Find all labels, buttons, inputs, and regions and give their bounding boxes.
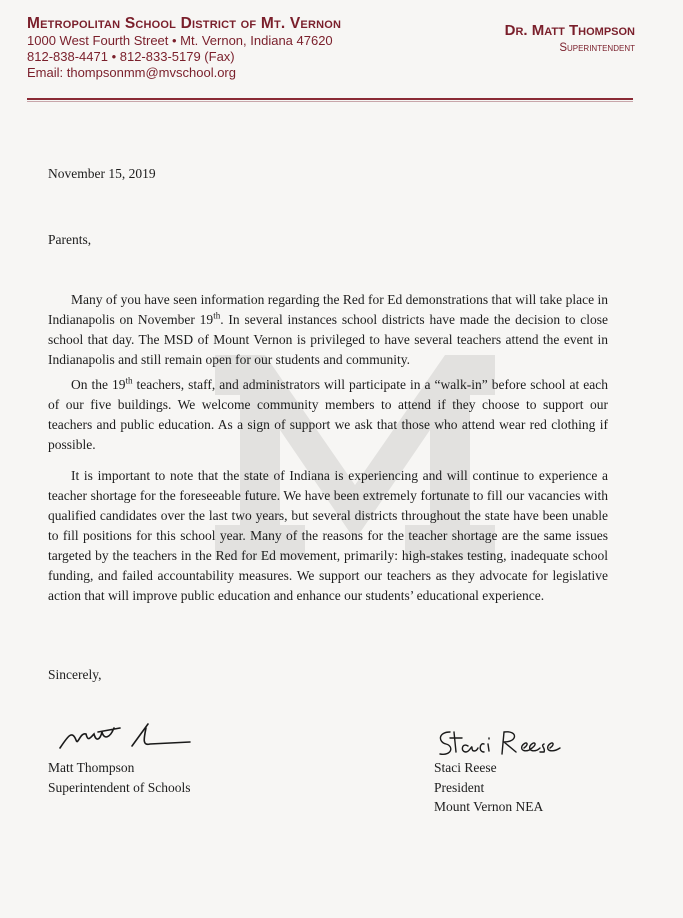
district-phone: 812-838-4471 • 812-833-5179 (Fax) <box>27 49 235 64</box>
paragraph-1 <box>48 290 608 370</box>
letter-date: November 15, 2019 <box>48 166 156 181</box>
superintendent-name: Dr. Matt Thompson <box>504 22 635 39</box>
signer-title: Superintendent of Schools <box>48 779 191 795</box>
signer-name: Staci Reese <box>434 760 497 775</box>
paragraph-1-superscript: th <box>213 310 221 321</box>
paragraph-2-text-b: teachers, staff, and administrators will participate in a “walk-in” before school at each of our five buildings. We welcome community members to attend if they choose to support our teachers and public education. As a sign of support we ask that those who attend wear red clothing if possible. <box>48 377 608 452</box>
signature-matt-thompson <box>58 718 198 758</box>
letterhead-superintendent <box>505 22 635 56</box>
paragraph-1-text-b: . In several instances school districts have made the decision to close school that day. The MSD of Mount Vernon is privileged to have several teachers attend the event in Indianapolis and still remain open for our students and community. <box>48 312 609 367</box>
signature-block-superintendent <box>48 758 190 797</box>
signature-staci-reese <box>432 726 562 760</box>
signer-title: President <box>434 779 485 795</box>
signer-name: Matt Thompson <box>48 760 135 775</box>
superintendent-title: Superintendent <box>559 42 635 54</box>
district-name: Metropolitan School District of Mt. Vernon <box>27 15 342 32</box>
district-address: 1000 West Fourth Street • Mt. Vernon, Indiana 47620 <box>27 33 333 48</box>
signer-organization: Mount Vernon NEA <box>434 799 544 814</box>
letterhead-divider <box>27 98 633 100</box>
signature-block-nea <box>434 758 543 817</box>
paragraph-2 <box>48 375 608 455</box>
paragraph-2-text-a: On the 19 <box>71 377 126 392</box>
paragraph-2-superscript: th <box>125 375 133 386</box>
letter-salutation: Parents, <box>48 232 92 247</box>
paragraph-1-text-a: Many of you have seen information regarding the Red for Ed demonstrations that will take place in Indianapolis on November 19 <box>48 292 608 327</box>
letterhead-district <box>27 14 341 81</box>
paragraph-3: It is important to note that the state of Indiana is experiencing and will continue to experience a teacher shortage for the foreseeable future. We have been extremely fortunate to fill our vacancies with qualified candidates over the last two years, but several districts throughout the state have been unable to fill positions for this school year. Many of the reasons for the teacher shortage are the same issues targeted by the teachers in the Red for Ed movement, primarily: high-stakes testing, inadequate school funding, and failed accountability measures. We support our teachers as they advocate for legislative action that will improve public education and enhance our students’ educational experience. <box>48 468 608 603</box>
letter-closing: Sincerely, <box>48 667 102 682</box>
district-email: Email: thompsonmm@mvschool.org <box>27 65 236 80</box>
letterhead-divider-shadow <box>27 101 633 102</box>
